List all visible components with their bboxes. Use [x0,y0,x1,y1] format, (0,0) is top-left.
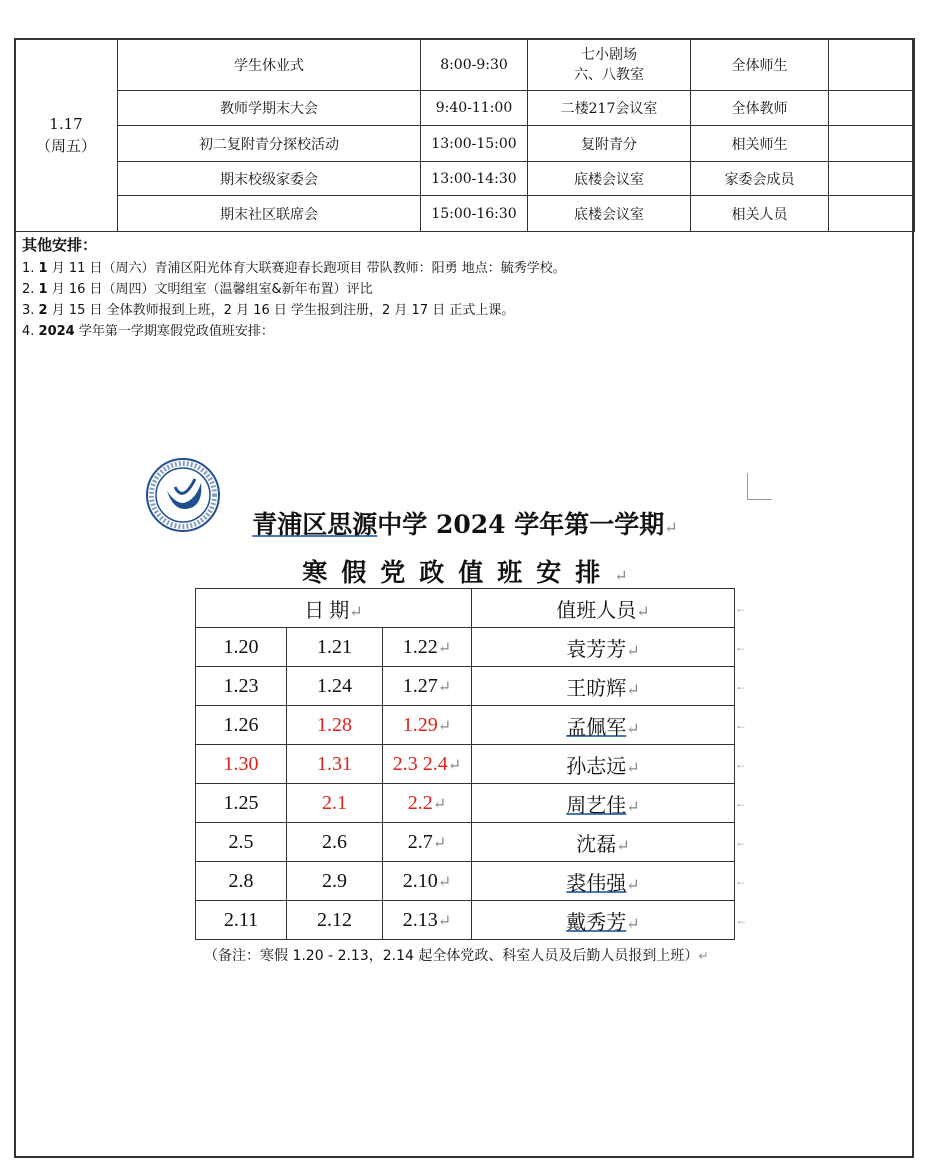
date-value: 1.29 [402,713,438,736]
item-number: 2. [22,282,35,297]
person-name: 沈磊 [576,831,617,856]
row-end-mark: ← [735,717,747,732]
date-cell [196,862,287,901]
date-value: 1.21 [317,635,352,658]
paragraph-mark: ↵ [437,873,452,891]
paragraph-mark: ↵ [698,949,709,963]
person-cell [472,784,735,823]
list-item [22,279,902,300]
date-cell [196,745,287,784]
paragraph-mark: ↵ [626,757,640,777]
row-end-mark: ← [735,639,747,654]
event-cell: 初二复附青分探校活动 [118,126,421,162]
table-row [196,589,748,628]
event-cell: 教师学期末大会 [118,91,421,126]
page-corner-mark [747,473,772,500]
other-heading: 其他安排： [22,236,98,254]
date-value: 2.8 [228,869,254,892]
roster-title-school: 青浦区思源 [252,510,378,539]
table-row [196,901,748,940]
table-row [196,628,748,667]
date-value: 1.27 [402,674,438,697]
table-row [15,126,915,162]
time-cell: 8:00-9:30 [421,39,528,91]
paragraph-mark: ↵ [432,795,447,813]
date-cell [196,628,287,667]
paragraph-mark: ↵ [626,640,640,660]
date-cell [383,823,472,862]
table-row [15,39,915,91]
person-cell [472,901,735,940]
place-line: 七小剧场 [581,46,637,63]
date-cell [383,628,472,667]
person-name: 王昉辉 [566,675,627,700]
event-cell: 学生休业式 [118,39,421,91]
item-number: 4. [22,324,35,339]
row-end-mark: ← [735,912,748,927]
people-cell: 全体师生 [691,39,829,91]
note-text: （备注：寒假 1.20 - 2.13，2.14 起全体党政、科室人员及后勤人员报到上班） [204,948,699,964]
item-strong: 2024 [38,324,75,339]
date-value: 1.23 [223,674,259,697]
table-row [15,162,915,196]
date-value: 2.3 2.4 [392,752,448,775]
item-number: 3. [22,303,35,318]
person-name: 孙志远 [566,753,627,778]
date-cell [287,862,383,901]
date-cell [287,745,383,784]
date-cell [196,784,287,823]
roster-subtitle [120,553,810,589]
time-cell: 15:00-16:30 [421,196,528,232]
paragraph-mark: ↵ [349,603,363,621]
paragraph-mark: ↵ [626,913,640,933]
paragraph-mark: ↵ [437,639,452,657]
blank-cell [829,39,915,91]
paragraph-mark: ↵ [636,601,650,621]
schedule-table [14,38,915,232]
place-cell [528,39,691,91]
item-text: 月 15 日 全体教师报到上班，2 月 16 日 学生报到注册，2 月 17 日 正式上课。 [51,303,515,318]
paragraph-mark: ↵ [664,518,678,537]
date-cell [15,39,118,232]
paragraph-mark: ↵ [437,912,452,930]
paragraph-mark: ↵ [616,835,630,855]
table-row [196,667,748,706]
date-value: 2.7 [407,830,433,853]
person-name: 周艺佳 [566,792,627,817]
person-name: 戴秀芳 [566,909,627,934]
list-item [22,258,902,279]
table-row [196,745,748,784]
paragraph-mark: ↵ [447,756,462,774]
table-row [196,706,748,745]
date-value: 1.28 [317,713,352,736]
date-cell [196,901,287,940]
date-value: 1.31 [317,752,352,775]
table-row [196,784,748,823]
date-value: 1.26 [223,713,259,736]
person-cell [472,745,735,784]
date-value: 2.12 [317,908,352,931]
table-row [15,196,915,232]
blank-cell [829,126,915,162]
date-cell [383,706,472,745]
people-cell: 全体教师 [691,91,829,126]
item-strong: 1 [38,282,48,297]
date-value: 1.20 [223,635,259,658]
blank-cell [829,91,915,126]
date-value: 1.22 [402,635,438,658]
duty-roster-image [120,455,810,975]
date-label: 1.17 [49,115,83,133]
time-cell: 13:00-14:30 [421,162,528,196]
roster-title-rest: 中学 2024 学年第一学期 [377,510,665,539]
row-end-mark: ← [735,834,747,849]
person-name: 袁芳芳 [566,636,627,661]
header-text: 日 期 [304,599,350,622]
person-cell [472,628,735,667]
date-value: 2.9 [322,869,347,892]
date-value: 2.11 [223,908,259,931]
people-cell: 相关师生 [691,126,829,162]
date-cell [383,784,472,823]
row-end-mark: ← [735,795,747,810]
paragraph-mark: ↵ [432,834,447,852]
table-row [15,91,915,126]
weekday-label: （周五） [35,137,96,155]
paragraph-mark: ↵ [437,717,452,735]
item-text: 月 11 日（周六）青浦区阳光体育大联赛迎春长跑项目 带队教师：阳勇 地点：毓秀学校。 [51,261,566,276]
blank-cell [829,162,915,196]
date-cell [287,628,383,667]
other-arrangements [22,234,902,342]
date-cell [287,901,383,940]
row-end-mark: ← [735,873,747,888]
date-cell [287,706,383,745]
date-value: 2.6 [322,830,347,853]
date-cell [196,823,287,862]
date-value: 2.10 [402,869,438,892]
paragraph-mark: ↵ [626,796,640,816]
roster-subtitle-text: 寒假党政值班安排 [302,558,615,587]
place-cell: 底楼会议室 [528,196,691,232]
date-column-header [196,589,472,628]
date-value: 1.25 [223,791,259,814]
place-cell: 复附青分 [528,126,691,162]
item-strong: 2 [38,303,48,318]
date-cell [196,706,287,745]
table-row [196,823,748,862]
roster-note [204,945,708,965]
place-line: 六、八教室 [574,66,644,83]
date-cell [287,784,383,823]
date-value: 2.1 [322,791,347,814]
person-cell [472,823,735,862]
duty-table [195,588,748,940]
row-end-mark: ← [735,756,747,771]
date-cell [287,823,383,862]
time-cell: 13:00-15:00 [421,126,528,162]
item-text: 月 16 日（周四）文明组室（温馨组室&新年布置）评比 [51,282,373,297]
paragraph-mark: ↵ [626,874,640,894]
person-column-header [472,589,735,628]
person-name: 裘伟强 [566,870,627,895]
blank-cell [829,196,915,232]
date-value: 2.5 [228,830,254,853]
person-cell [472,706,735,745]
item-text: 学年第一学期寒假党政值班安排： [74,324,274,339]
paragraph-mark: ↵ [626,718,640,738]
date-cell [287,667,383,706]
table-row [196,862,748,901]
time-cell: 9:40-11:00 [421,91,528,126]
person-cell [472,862,735,901]
item-number: 1. [22,261,35,276]
people-cell: 家委会成员 [691,162,829,196]
header-text: 值班人员 [556,597,637,622]
place-cell: 底楼会议室 [528,162,691,196]
event-cell: 期末社区联席会 [118,196,421,232]
row-end-mark: ← [735,600,747,615]
date-cell [383,745,472,784]
item-strong: 1 [38,261,48,276]
date-value: 1.24 [317,674,352,697]
people-cell: 相关人员 [691,196,829,232]
list-item [22,300,902,321]
paragraph-mark: ↵ [614,566,628,585]
date-cell [383,862,472,901]
person-cell [472,667,735,706]
row-end-mark: ← [735,678,747,693]
place-cell: 二楼217会议室 [528,91,691,126]
list-item [22,321,902,342]
date-value: 1.30 [223,752,259,775]
roster-title [120,505,810,541]
date-cell [383,901,472,940]
event-cell: 期末校级家委会 [118,162,421,196]
date-cell [383,667,472,706]
date-value: 2.2 [407,791,433,814]
paragraph-mark: ↵ [437,678,452,696]
paragraph-mark: ↵ [626,679,640,699]
date-cell [196,667,287,706]
person-name: 孟佩军 [566,714,627,739]
date-value: 2.13 [402,908,438,931]
